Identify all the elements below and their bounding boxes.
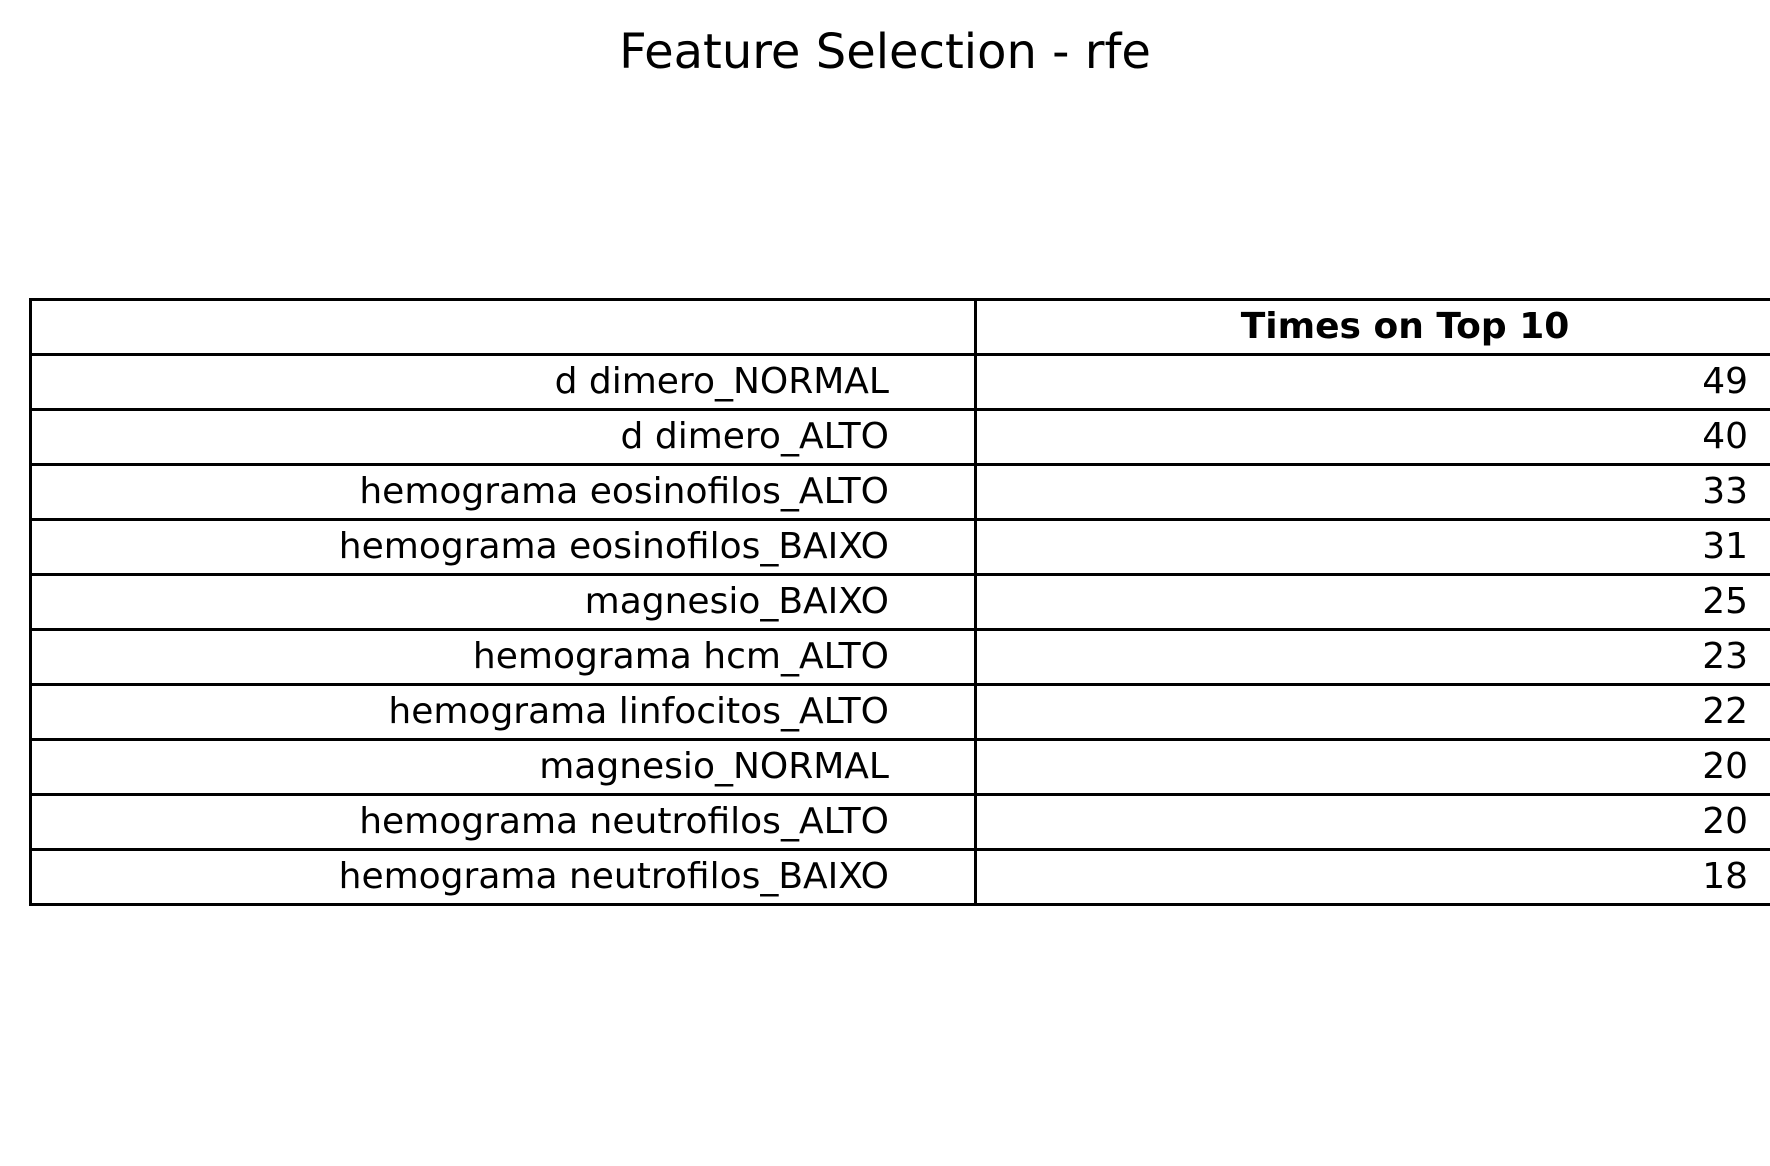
row-label: hemograma neutrofilos_ALTO [31,795,976,850]
header-cell-label [31,300,976,355]
feature-table [29,298,1770,906]
row-value: 25 [976,575,1770,630]
row-value: 20 [976,740,1770,795]
header-cell-times-on-top-10: Times on Top 10 [976,300,1770,355]
row-label: magnesio_NORMAL [31,740,976,795]
row-label: hemograma eosinofilos_BAIXO [31,520,976,575]
row-value: 49 [976,355,1770,410]
table-row [31,630,1770,685]
row-label: d dimero_ALTO [31,410,976,465]
row-value: 18 [976,850,1770,905]
row-value: 31 [976,520,1770,575]
table-row [31,575,1770,630]
row-label: hemograma eosinofilos_ALTO [31,465,976,520]
row-value: 40 [976,410,1770,465]
table-row [31,740,1770,795]
row-label: d dimero_NORMAL [31,355,976,410]
table-row [31,685,1770,740]
table-row [31,355,1770,410]
table-row [31,410,1770,465]
table-header-row [31,300,1770,355]
table-row [31,850,1770,905]
table-row [31,520,1770,575]
row-label: magnesio_BAIXO [31,575,976,630]
row-label: hemograma hcm_ALTO [31,630,976,685]
row-value: 23 [976,630,1770,685]
row-label: hemograma neutrofilos_BAIXO [31,850,976,905]
table-row [31,795,1770,850]
chart-title: Feature Selection - rfe [619,24,1151,80]
row-value: 33 [976,465,1770,520]
row-value: 22 [976,685,1770,740]
row-value: 20 [976,795,1770,850]
table-row [31,465,1770,520]
row-label: hemograma linfocitos_ALTO [31,685,976,740]
